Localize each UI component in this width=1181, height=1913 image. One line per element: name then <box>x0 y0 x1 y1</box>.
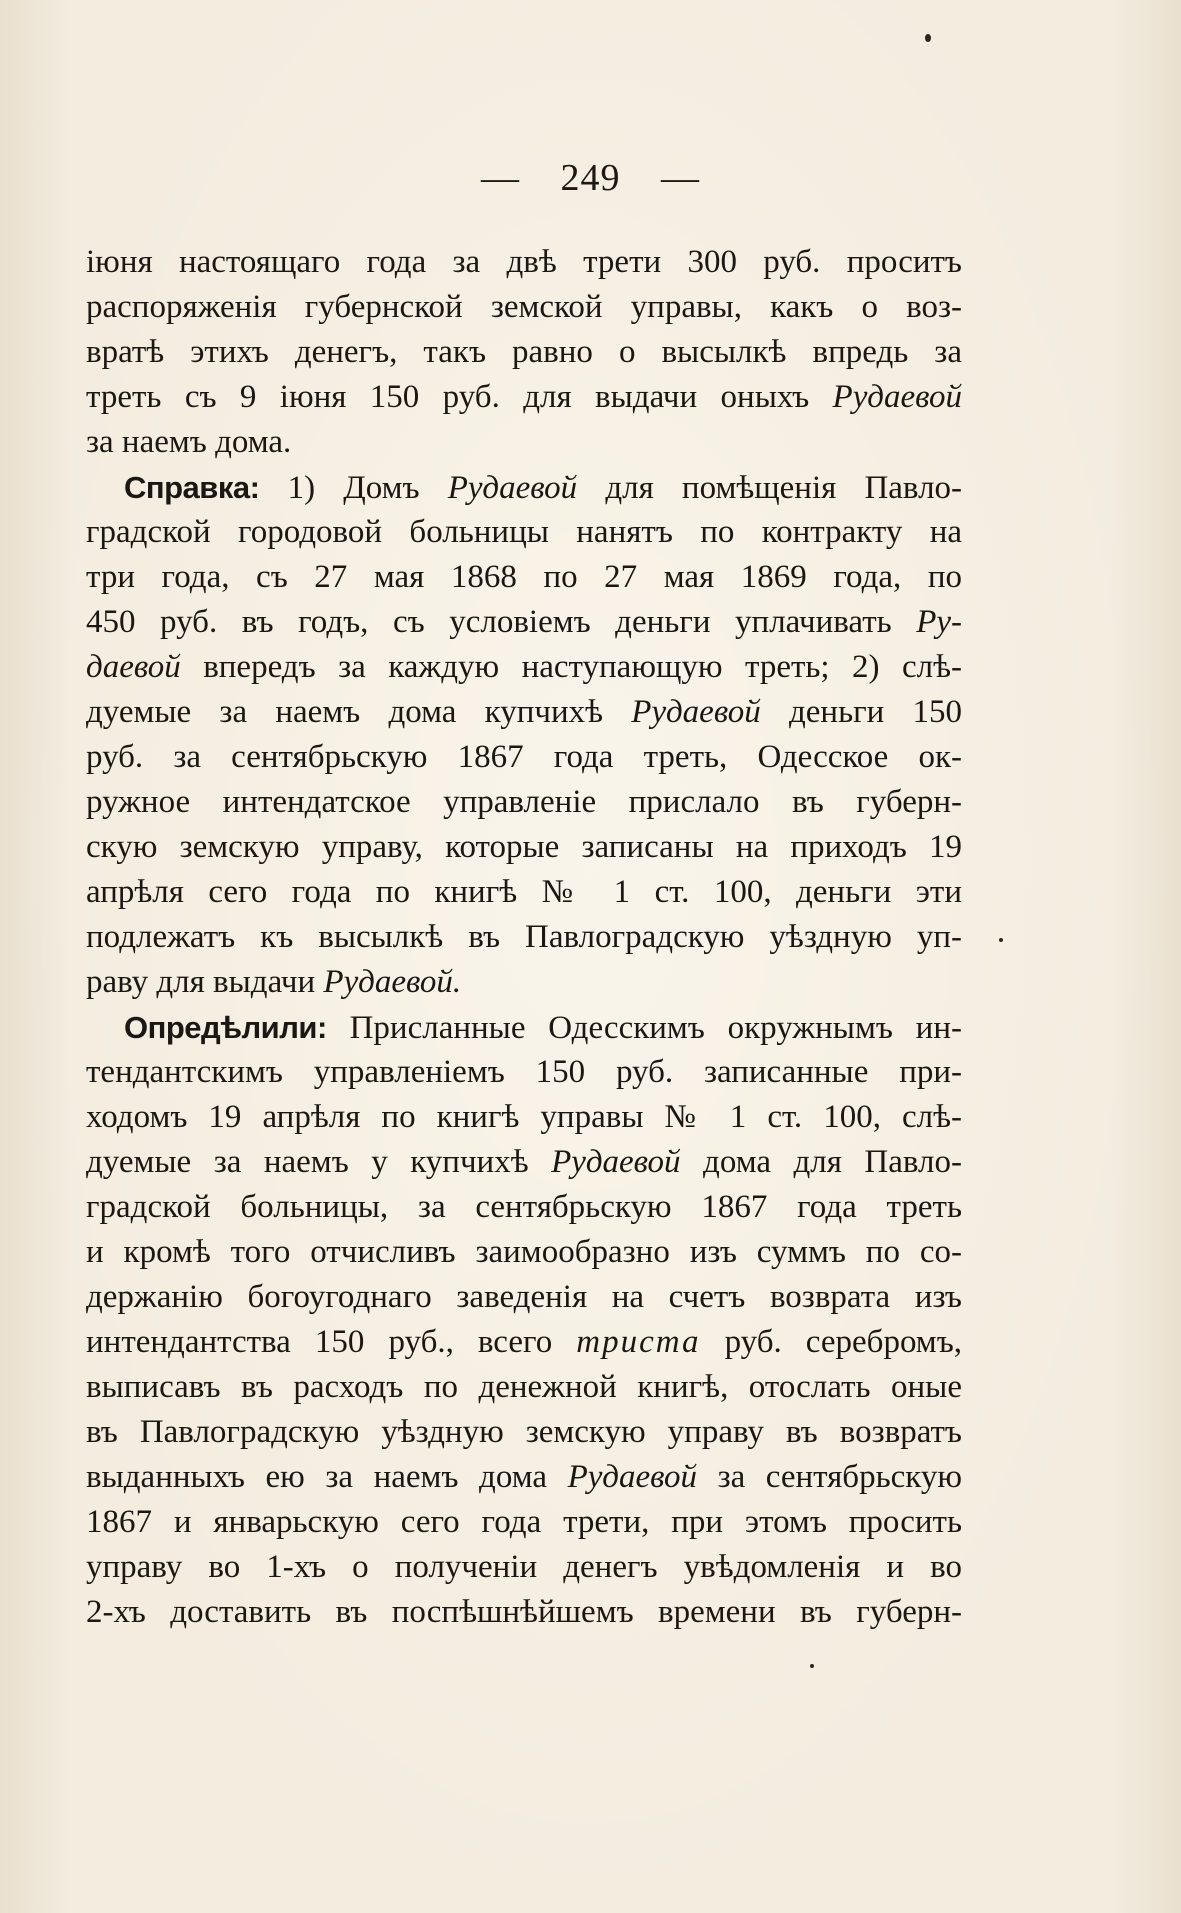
text-line: даевой впередъ за каждую наступающую треть; 2) слѣ- <box>86 649 963 685</box>
spravka-line: Справка: 1) Домъ Рудаевой для помѣщенія Павло- <box>124 470 963 506</box>
italic-amount: триста <box>576 1324 701 1360</box>
text-line: выписавъ въ расходъ по денежной книгѣ, отослать оные <box>86 1369 962 1405</box>
body-text <box>86 240 962 1635</box>
text-line: руб. за сентябрьскую 1867 года треть, Одесское ок- <box>86 739 962 775</box>
italic-name: Рудаевой <box>631 694 761 730</box>
text-line: треть съ 9 іюня 150 руб. для выдачи оныхъ Рудаевой <box>86 379 962 415</box>
opredelili-heading: Опредѣлили: <box>124 1010 327 1045</box>
italic-name: даевой <box>86 649 181 685</box>
text-line: 450 руб. въ годъ, съ условіемъ деньги уплачивать Ру- <box>86 604 962 640</box>
text-line: апрѣля сего года по книгѣ № 1 ст. 100, деньги эти <box>86 874 962 910</box>
text-line: іюня настоящаго года за двѣ трети 300 руб. проситъ <box>86 244 962 280</box>
text-line: дуемые за наемъ дома купчихѣ Рудаевой деньги 150 <box>86 694 963 730</box>
text-line: и кромѣ того отчисливъ заимообразно изъ суммъ по со- <box>86 1234 962 1270</box>
text-line: распоряженія губернской земской управы, какъ о воз- <box>86 289 962 325</box>
text-line: скую земскую управу, которые записаны на приходъ 19 <box>86 829 962 865</box>
text-line: 1867 и январьскую сего года трети, при этомъ просить <box>86 1504 962 1540</box>
text-line: за наемъ дома. <box>86 424 292 460</box>
text-line: ходомъ 19 апрѣля по книгѣ управы № 1 ст. 100, слѣ- <box>86 1099 962 1135</box>
text-line: три года, съ 27 мая 1868 по 27 мая 1869 года, по <box>86 559 962 595</box>
text-line: въ Павлоградскую уѣздную земскую управу въ возвратъ <box>86 1414 962 1450</box>
text-line: раву для выдачи Рудаевой. <box>86 964 462 1000</box>
italic-name: Ру- <box>916 604 962 640</box>
header-dash-left: — <box>481 157 520 199</box>
italic-name: Рудаевой <box>551 1144 681 1180</box>
page-number-header <box>0 156 1181 200</box>
italic-name: Рудаевой. <box>323 964 462 1000</box>
text-line: выданныхъ ею за наемъ дома Рудаевой за сентябрьскую <box>86 1459 963 1495</box>
text-line: градской городовой больницы нанятъ по контракту на <box>86 514 962 550</box>
ink-speck <box>999 938 1003 942</box>
spravka-heading: Справка: <box>124 470 260 505</box>
page-number: 249 <box>560 157 621 199</box>
text-line: держанію богоугоднаго заведенія на счетъ возврата изъ <box>86 1279 962 1315</box>
ink-speck <box>810 1664 814 1668</box>
header-dash-right: — <box>661 157 700 199</box>
text-line: 2-хъ доставить въ поспѣшнѣйшемъ времени въ губерн- <box>86 1594 962 1630</box>
text-line: управу во 1-хъ о полученіи денегъ увѣдомленія и во <box>86 1549 962 1585</box>
text-line: подлежатъ къ высылкѣ въ Павлоградскую уѣздную уп- <box>86 919 962 955</box>
text-line: градской больницы, за сентябрьскую 1867 года треть <box>86 1189 962 1225</box>
text-line: дуемые за наемъ у купчихѣ Рудаевой дома для Павло- <box>86 1144 962 1180</box>
italic-name: Рудаевой <box>832 379 962 415</box>
text-line: вратѣ этихъ денегъ, такъ равно о высылкѣ впредь за <box>86 334 962 370</box>
italic-name: Рудаевой <box>567 1459 698 1495</box>
italic-name: Рудаевой <box>447 470 578 506</box>
text-line: тендантскимъ управленіемъ 150 руб. записанные при- <box>86 1054 962 1090</box>
opredelili-line: Опредѣлили: Присланные Одесскимъ окружнымъ ин- <box>124 1010 962 1046</box>
text-line: интендантства 150 руб., всего триста руб. серебромъ, <box>86 1324 963 1360</box>
ink-speck <box>925 34 931 42</box>
text-line: ружное интендатское управленіе прислало въ губерн- <box>86 784 962 820</box>
